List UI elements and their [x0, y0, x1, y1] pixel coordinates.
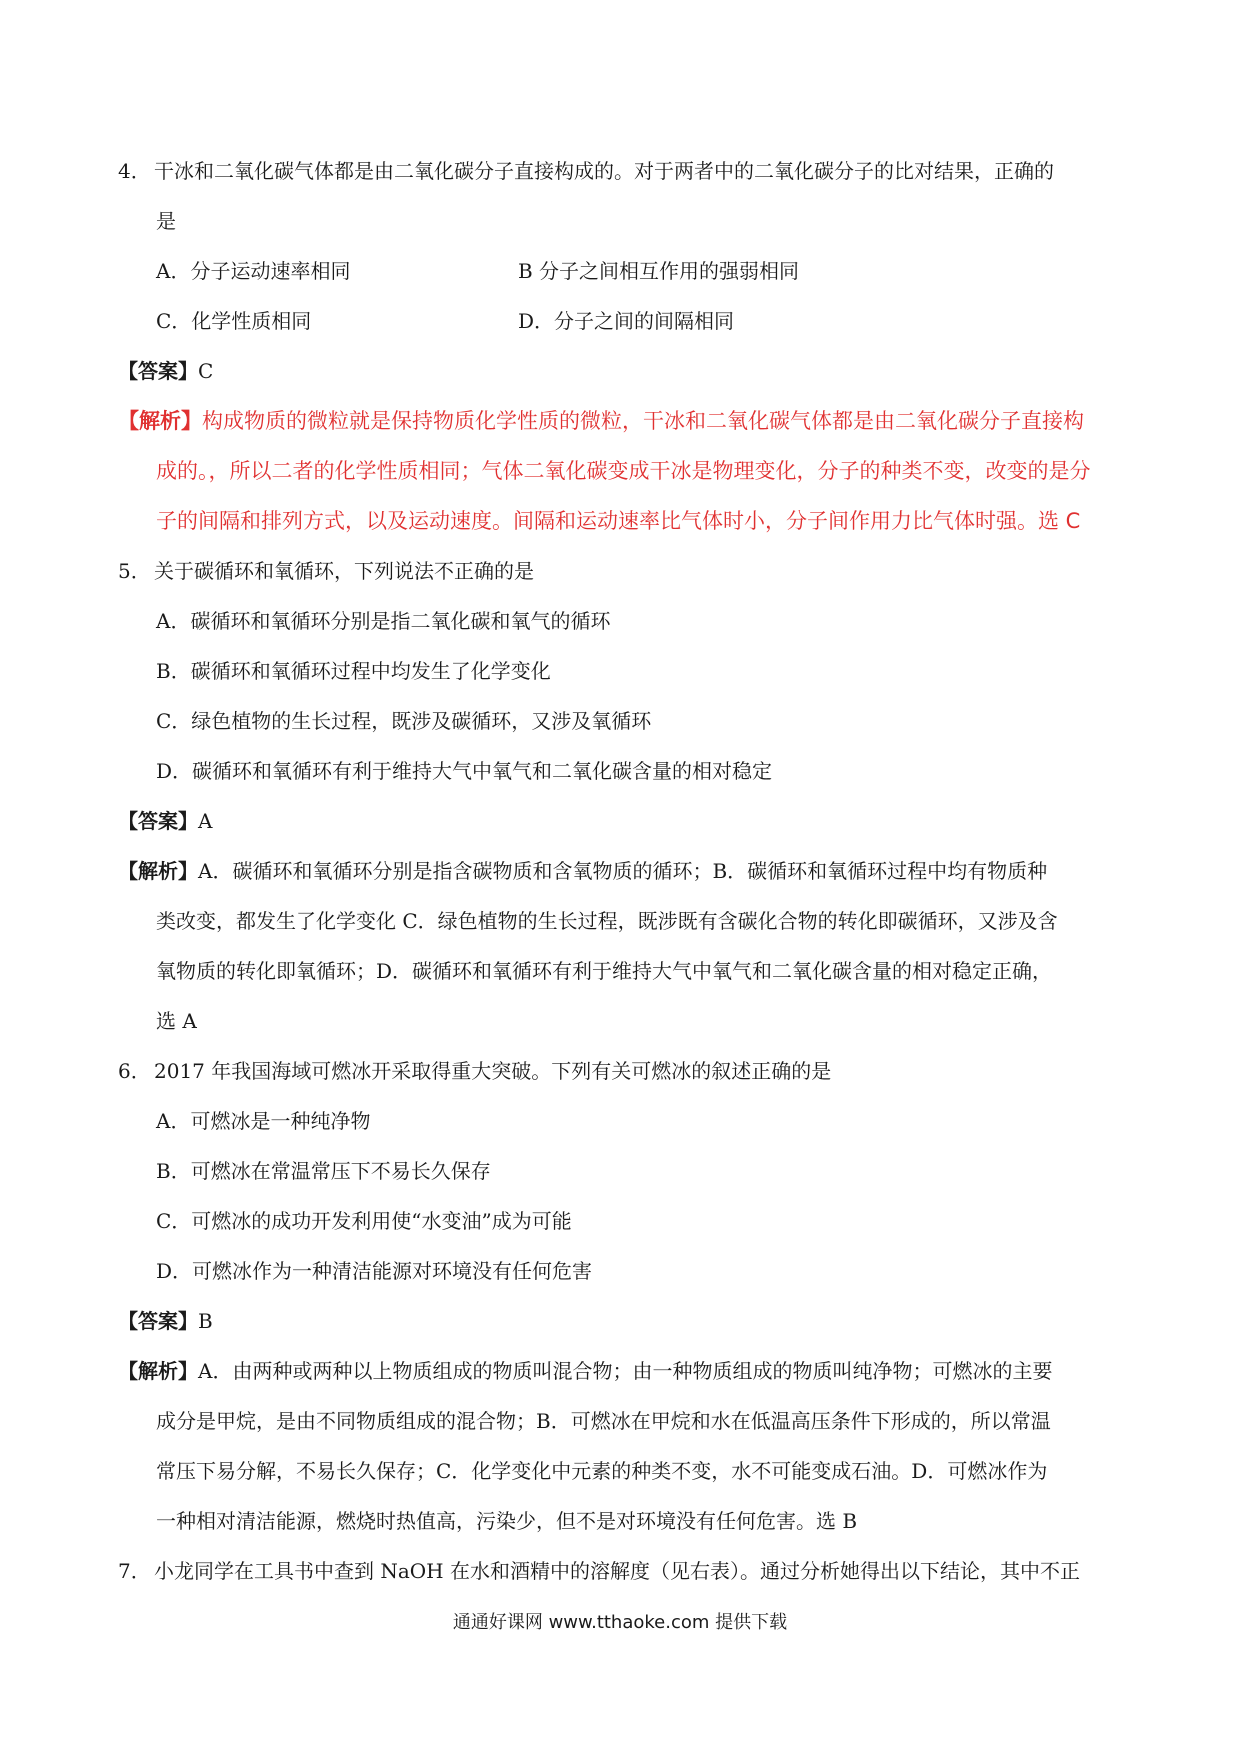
option-b: B 分子之间相互作用的强弱相同: [518, 259, 800, 283]
option-d: D．碳循环和氧循环有利于维持大气中氧气和二氧化碳含量的相对稳定: [156, 759, 773, 783]
question-text: 2017 年我国海域可燃冰开采取得重大突破。下列有关可燃冰的叙述正确的是: [154, 1059, 832, 1083]
answer-line: [118, 357, 213, 385]
question-number: 7．: [118, 1559, 151, 1583]
analysis-text: 常压下易分解，不易长久保存；C．化学变化中元素的种类不变，水不可能变成石油。D．可燃冰作为: [156, 1459, 1048, 1483]
analysis-text: 子的间隔和排列方式，以及运动速度。间隔和运动速率比气体时小，分子间作用力比气体时强。选 C: [156, 509, 1081, 533]
analysis-text: 氧物质的转化即氧循环；D．碳循环和氧循环有利于维持大气中氧气和二氧化碳含量的相对稳定正确，: [156, 959, 1053, 983]
analysis-text: A．碳循环和氧循环分别是指含碳物质和含氧物质的循环；B．碳循环和氧循环过程中均有物质种: [198, 859, 1048, 883]
analysis-line: [118, 407, 1084, 435]
question-4-stem-cont: 是: [156, 209, 176, 233]
analysis-text: A．由两种或两种以上物质组成的物质叫混合物；由一种物质组成的物质叫纯净物；可燃冰的主要: [198, 1359, 1053, 1383]
question-number: 4．: [118, 159, 151, 183]
question-7-stem: [118, 1557, 1080, 1585]
answer-label: 【答案】: [118, 359, 198, 383]
question-number: 6．: [118, 1059, 151, 1083]
page-footer: 通通好课网 www.tthaoke.com 提供下载: [452, 1612, 788, 1633]
question-number: 5．: [118, 559, 151, 583]
analysis-label: 【解析】: [118, 859, 198, 883]
option-b: B．碳循环和氧循环过程中均发生了化学变化: [156, 659, 551, 683]
answer-label: 【答案】: [118, 1309, 198, 1333]
option-c: C．化学性质相同: [156, 309, 312, 333]
option-a: A．可燃冰是一种纯净物: [156, 1109, 371, 1133]
question-6-stem: [118, 1057, 831, 1085]
analysis-label: 【解析】: [118, 409, 202, 433]
option-b: B．可燃冰在常温常压下不易长久保存: [156, 1159, 491, 1183]
option-c: C．绿色植物的生长过程，既涉及碳循环，又涉及氧循环: [156, 709, 652, 733]
answer-line: [118, 1307, 213, 1335]
answer-value: B: [198, 1309, 213, 1333]
analysis-line: [118, 1357, 1052, 1385]
option-a: A．分子运动速率相同: [156, 259, 351, 283]
analysis-text: 一种相对清洁能源，燃烧时热值高，污染少，但不是对环境没有任何危害。选 B: [156, 1509, 858, 1533]
analysis-text: 成的。，所以二者的化学性质相同；气体二氧化碳变成干冰是物理变化，分子的种类不变，改变的是分: [156, 459, 1091, 483]
option-a: A．碳循环和氧循环分别是指二氧化碳和氧气的循环: [156, 609, 611, 633]
question-4-stem: [118, 157, 1054, 185]
answer-value: C: [198, 359, 214, 383]
question-text: 关于碳循环和氧循环，下列说法不正确的是: [154, 559, 534, 583]
analysis-label: 【解析】: [118, 1359, 198, 1383]
option-d: D．可燃冰作为一种清洁能源对环境没有任何危害: [156, 1259, 593, 1283]
analysis-text: 类改变，都发生了化学变化 C．绿色植物的生长过程，既涉既有含碳化合物的转化即碳循环，又涉及含: [156, 909, 1058, 933]
option-c: C．可燃冰的成功开发利用使“水变油”成为可能: [156, 1209, 572, 1233]
question-text: 小龙同学在工具书中查到 NaOH 在水和酒精中的溶解度（见右表）。通过分析她得出以下结论，其中不正: [154, 1559, 1080, 1583]
answer-line: [118, 807, 212, 835]
analysis-line: [118, 857, 1047, 885]
analysis-text: 构成物质的微粒就是保持物质化学性质的微粒，干冰和二氧化碳气体都是由二氧化碳分子直接构: [202, 409, 1084, 433]
analysis-text: 选 A: [156, 1009, 197, 1033]
option-d: D．分子之间的间隔相同: [518, 309, 735, 333]
question-5-stem: [118, 557, 534, 585]
answer-label: 【答案】: [118, 809, 198, 833]
answer-value: A: [198, 809, 213, 833]
analysis-text: 成分是甲烷，是由不同物质组成的混合物；B．可燃冰在甲烷和水在低温高压条件下形成的，所以常温: [156, 1409, 1051, 1433]
question-text: 干冰和二氧化碳气体都是由二氧化碳分子直接构成的。对于两者中的二氧化碳分子的比对结果，正确的: [154, 159, 1054, 183]
